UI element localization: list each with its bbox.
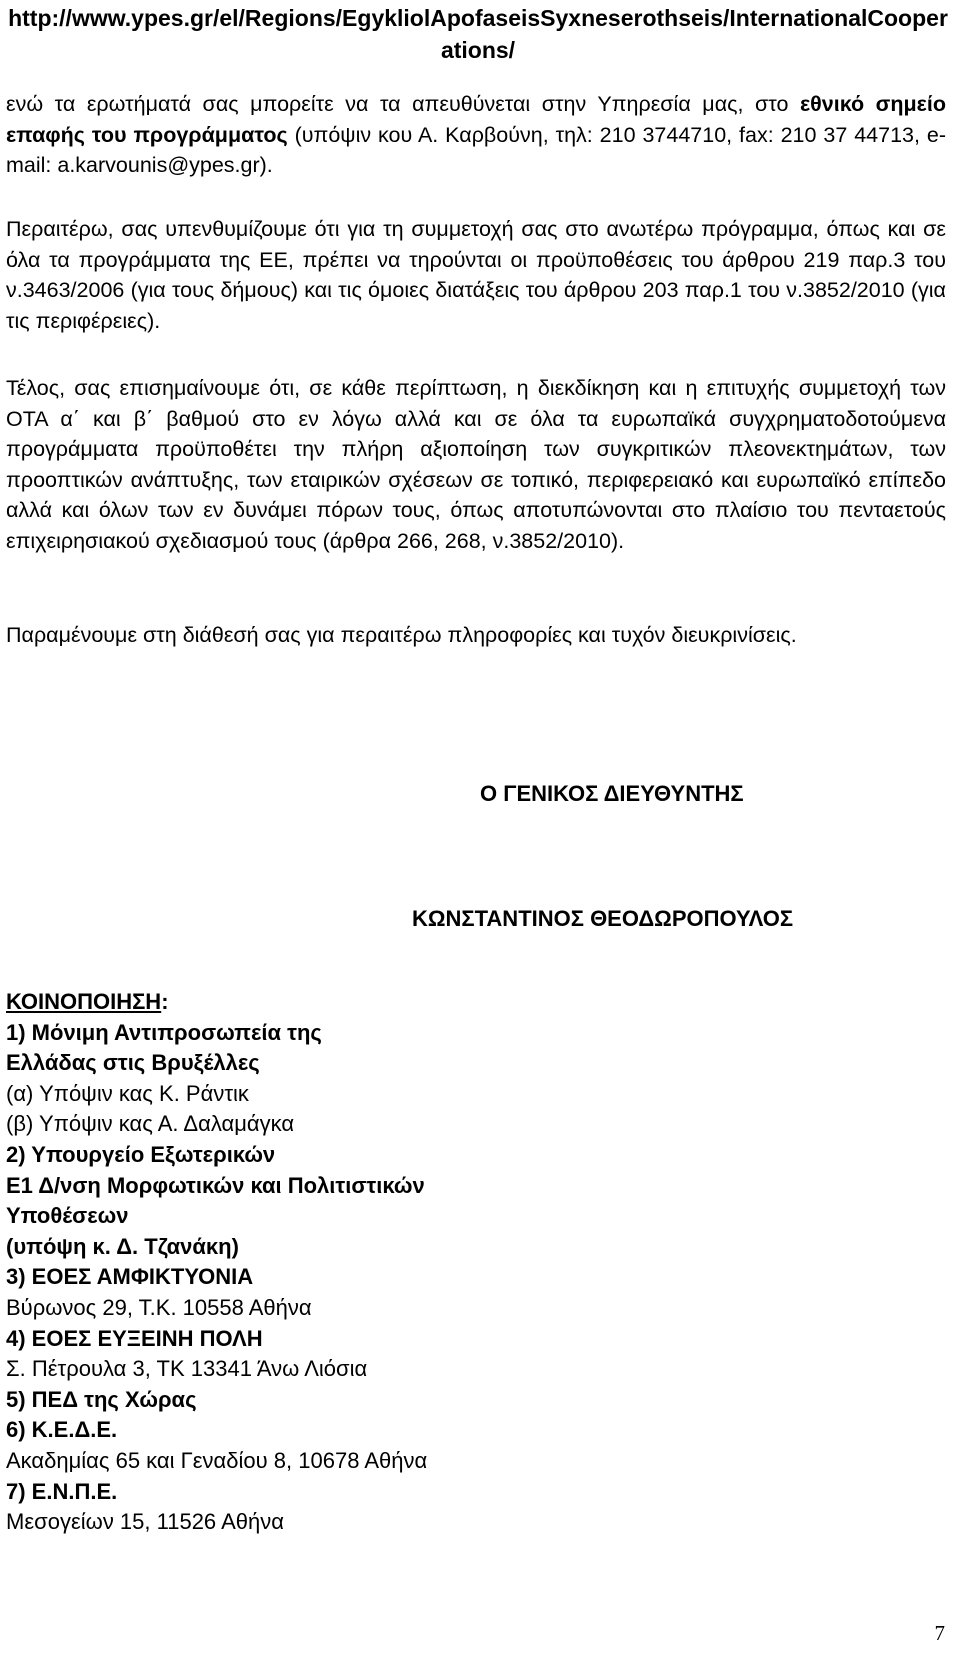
notification-line: (υπόψη κ. Δ. Τζανάκη) [6, 1233, 239, 1259]
notification-line: 4) ΕΟΕΣ ΕΥΞΕΙΝΗ ΠΟΛΗ [6, 1325, 263, 1351]
paragraph-closing-notes-text: Τέλος, σας επισημαίνουμε ότι, σε κάθε περίπτωση, η διεκδίκηση και η επιτυχής συμμετοχή των ΟΤΑ α΄ και β΄ βαθμού στο εν λόγω αλλά και σε όλα τα ευρωπαϊκά συγχρηματοδοτούμενα προγράμματα προϋποθέτει την πλήρη αξιοποίηση των συγκριτικών πλεονεκτημάτων, των προοπτικών ανάπτυξης, των εταιρικών σχέσεων σε τοπικό, περιφερειακό και ευρωπαϊκό επίπεδο αλλά και όλων των εν δυνάμει πόρων τους, όπως αποτυπώνονται στο πλαίσιο του πενταετούς επιχειρησιακού σχεδιασμού τους (άρθρα 266, 268, ν.3852/2010). [6, 376, 946, 553]
notification-heading-label: ΚΟΙΝΟΠΟΙΗΣΗ [6, 989, 162, 1014]
paragraph-requirements [6, 214, 946, 336]
notification-line: 1) Μόνιμη Αντιπροσωπεία της [6, 1019, 322, 1045]
notification-line: Ε1 Δ/νση Μορφωτικών και Πολιτιστικών [6, 1172, 425, 1198]
notification-list [6, 987, 706, 1538]
paragraph-contact-intro: ενώ τα ερωτήματά σας μπορείτε να τα απευθύνεται στην Υπηρεσία μας, στο [6, 92, 800, 116]
notification-line: 2) Υπουργείο Εξωτερικών [6, 1141, 276, 1167]
notification-line: Υποθέσεων [6, 1203, 129, 1229]
notification-line: 7) Ε.Ν.Π.Ε. [6, 1478, 118, 1504]
paragraph-contact-details: (υπόψιν κου Α. Καρβούνη, τηλ: 210 3744710, fax: 210 37 44713, e-mail: a.karvounis@ypes.gr). [6, 122, 946, 177]
notification-heading [6, 987, 706, 1018]
signature-title: Ο ΓΕΝΙΚΟΣ ΔΙΕΥΘΥΝΤΗΣ [480, 781, 744, 806]
notification-line: 3) ΕΟΕΣ ΑΜΦΙΚΤΥΟΝΙΑ [6, 1264, 254, 1290]
notification-heading-colon: : [161, 989, 169, 1014]
notification-line: (β) Υπόψιν κας Α. Δαλαμάγκα [6, 1111, 295, 1137]
notification-line: Σ. Πέτρουλα 3, ΤΚ 13341 Άνω Λιόσια [6, 1356, 368, 1382]
paragraph-closing-notes [6, 373, 946, 556]
notification-line: Μεσογείων 15, 11526 Αθήνα [6, 1509, 284, 1535]
notification-line: Ακαδημίας 65 και Γεναδίου 8, 10678 Αθήνα [6, 1447, 428, 1473]
notification-line: Βύρωνος 29, Τ.Κ. 10558 Αθήνα [6, 1294, 312, 1320]
notification-line: (α) Υπόψιν κας Κ. Ράντικ [6, 1080, 249, 1106]
signature-name: ΚΩΝΣΤΑΝΤΙΝΟΣ ΘΕΟΔΩΡΟΠΟΥΛΟΣ [412, 906, 794, 931]
notification-line: 5) ΠΕΔ της Χώρας [6, 1386, 197, 1412]
paragraph-requirements-text: Περαιτέρω, σας υπενθυμίζουμε ότι για τη συμμετοχή σας στο ανωτέρω πρόγραμμα, όπως και σε όλα τα προγράμματα της ΕΕ, πρέπει να τηρούνται οι προϋποθέσεις του άρθρου 219 παρ.3 του ν.3463/2006 (για τους δήμους) και τις όμοιες διατάξεις του άρθρου 203 παρ.1 του ν.3852/2010 (για τις περιφέρειες). [6, 217, 946, 333]
paragraph-availability-text: Παραμένουμε στη διάθεσή σας για περαιτέρω πληροφορίες και τυχόν διευκρινίσεις. [6, 623, 797, 647]
paragraph-contact [6, 89, 946, 181]
paragraph-contact-emphasis: εθνικό σημείο επαφής του προγράμματος [6, 92, 946, 147]
notification-line: Ελλάδας στις Βρυξέλλες [6, 1050, 260, 1076]
notification-line: 6) Κ.Ε.Δ.Ε. [6, 1417, 118, 1443]
page-url-header: http://www.ypes.gr/el/Regions/EgykliolApofaseisSyxneserothseis/InternationalCooperations/ [8, 5, 948, 63]
paragraph-availability [6, 620, 946, 651]
page-number: 7 [934, 1621, 945, 1645]
